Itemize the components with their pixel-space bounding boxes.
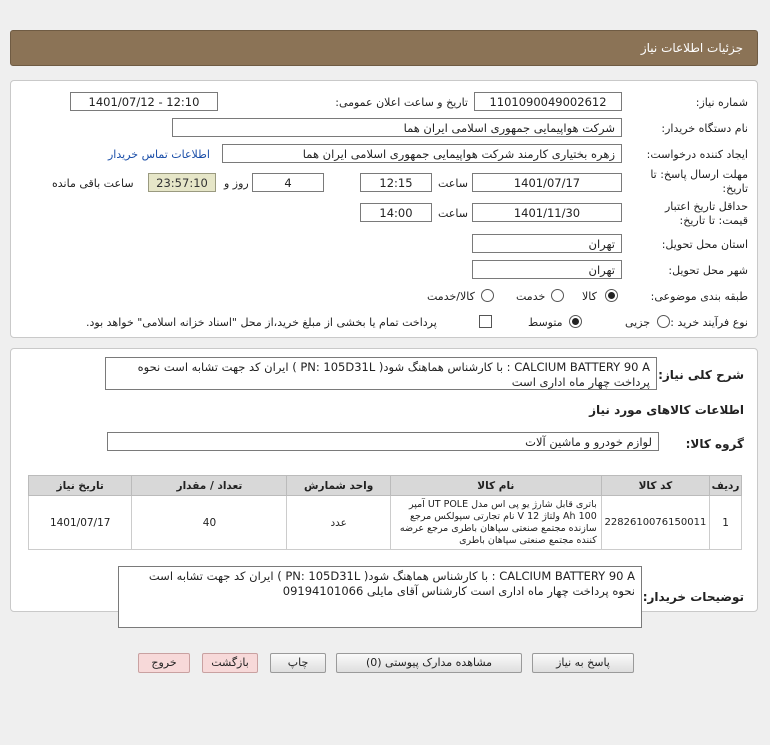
cell-date: 1401/07/17	[29, 496, 132, 550]
goods-group-field[interactable]: لوازم خودرو و ماشین آلات	[107, 432, 659, 451]
creator-field[interactable]: زهره بختیاری کارمند شرکت هواپیمایی جمهوری اسلامی ایران هما	[222, 144, 622, 163]
buyer-notes-field[interactable]: CALCIUM BATTERY 90 A : با کارشناس هماهنگ شود( PN: 105D31L ) ایران کد جهت تشابه است نحوه پرداخت چهار ماه اداری است کارشناس آقای مایلی 09194101066	[118, 566, 642, 628]
process-radio-minor[interactable]	[657, 315, 670, 328]
process-radio-medium[interactable]	[569, 315, 582, 328]
col-unit: واحد شمارش	[287, 476, 390, 496]
creator-label: ایجاد کننده درخواست:	[646, 148, 748, 161]
page-title: جزئیات اطلاعات نیاز	[640, 41, 743, 55]
contact-buyer-link[interactable]: اطلاعات تماس خریدار	[108, 148, 210, 161]
city-field[interactable]: تهران	[472, 260, 622, 279]
goods-group-label: گروه کالا:	[685, 437, 744, 451]
cell-qty: 40	[132, 496, 287, 550]
deadline-time-label: ساعت	[438, 177, 468, 190]
process-option-minor: جزیی	[625, 316, 651, 329]
cell-row: 1	[710, 496, 742, 550]
cell-code: 2282610076150011	[601, 496, 709, 550]
need-number-field[interactable]: 1101090049002612	[474, 92, 622, 111]
goods-table	[28, 475, 742, 550]
cell-unit: عدد	[287, 496, 390, 550]
reply-button[interactable]: پاسخ به نیاز	[532, 653, 634, 673]
need-number-label: شماره نیاز:	[695, 96, 748, 109]
remaining-label: ساعت باقی مانده	[52, 177, 134, 190]
deadline-time-field[interactable]: 12:15	[360, 173, 432, 192]
treasury-text: پرداخت تمام یا بخشی از مبلغ خرید،از محل "اسناد خزانه اسلامی" خواهد بود.	[86, 316, 437, 329]
days-field: 4	[252, 173, 324, 192]
col-code: کد کالا	[601, 476, 709, 496]
view-docs-button[interactable]: مشاهده مدارک پیوستی (0)	[336, 653, 522, 673]
exit-button[interactable]: خروج	[138, 653, 190, 673]
announce-field[interactable]: 1401/07/12 - 12:10	[70, 92, 218, 111]
goods-section-title: اطلاعات کالاهای مورد نیاز	[589, 403, 744, 417]
category-label: طبقه بندی موضوعی:	[650, 290, 748, 303]
cell-name: باتری قابل شارژ یو پی اس مدل UT POLE آمپر 100 Ah ولتاژ 12 V نام تجارتی سپولکس مرجع سازنده مجتمع صنعتی سپاهان باطری مرجع عرضه کننده مجتمع صنعتی سپاهان باطری	[390, 496, 601, 550]
announce-label: تاریخ و ساعت اعلان عمومی:	[335, 96, 468, 109]
table-row[interactable]	[29, 496, 742, 550]
days-label: روز و	[224, 177, 249, 190]
validity-date-field[interactable]: 1401/11/30	[472, 203, 622, 222]
goods-table-header	[29, 476, 742, 496]
category-option-service: خدمت	[516, 290, 546, 303]
category-radio-service[interactable]	[551, 289, 564, 302]
province-field[interactable]: تهران	[472, 234, 622, 253]
summary-label: شرح کلی نیاز:	[658, 368, 744, 382]
category-radio-goods[interactable]	[605, 289, 618, 302]
buyer-field[interactable]: شرکت هواپیمایی جمهوری اسلامی ایران هما	[172, 118, 622, 137]
col-row: ردیف	[710, 476, 742, 496]
remaining-time: 23:57:10	[148, 173, 216, 192]
col-date: تاریخ نیاز	[29, 476, 132, 496]
col-qty: تعداد / مقدار	[132, 476, 287, 496]
province-label: استان محل تحویل:	[661, 238, 748, 251]
summary-field[interactable]: CALCIUM BATTERY 90 A : با کارشناس هماهنگ شود( PN: 105D31L ) ایران کد جهت تشابه است نحوه پرداخت چهار ماه اداری است	[105, 357, 657, 390]
buyer-label: نام دستگاه خریدار:	[661, 122, 748, 135]
city-label: شهر محل تحویل:	[668, 264, 748, 277]
process-option-medium: متوسط	[528, 316, 563, 329]
category-radio-both[interactable]	[481, 289, 494, 302]
validity-label-2: قیمت: تا تاریخ:	[679, 214, 748, 227]
deadline-label-2: تاریخ:	[722, 182, 748, 195]
page-header	[10, 30, 758, 66]
deadline-label-1: مهلت ارسال پاسخ: تا	[650, 168, 748, 181]
category-option-goods: کالا	[582, 290, 597, 303]
back-button[interactable]: بازگشت	[202, 653, 258, 673]
col-name: نام کالا	[390, 476, 601, 496]
buyer-notes-label: توضیحات خریدار:	[642, 590, 744, 604]
process-label: نوع فرآیند خرید :	[670, 316, 748, 329]
print-button[interactable]: چاپ	[270, 653, 326, 673]
deadline-date-field[interactable]: 1401/07/17	[472, 173, 622, 192]
treasury-checkbox[interactable]	[479, 315, 492, 328]
category-option-both: کالا/خدمت	[427, 290, 475, 303]
validity-time-label: ساعت	[438, 207, 468, 220]
validity-time-field[interactable]: 14:00	[360, 203, 432, 222]
validity-label-1: حداقل تاریخ اعتبار	[664, 200, 748, 213]
